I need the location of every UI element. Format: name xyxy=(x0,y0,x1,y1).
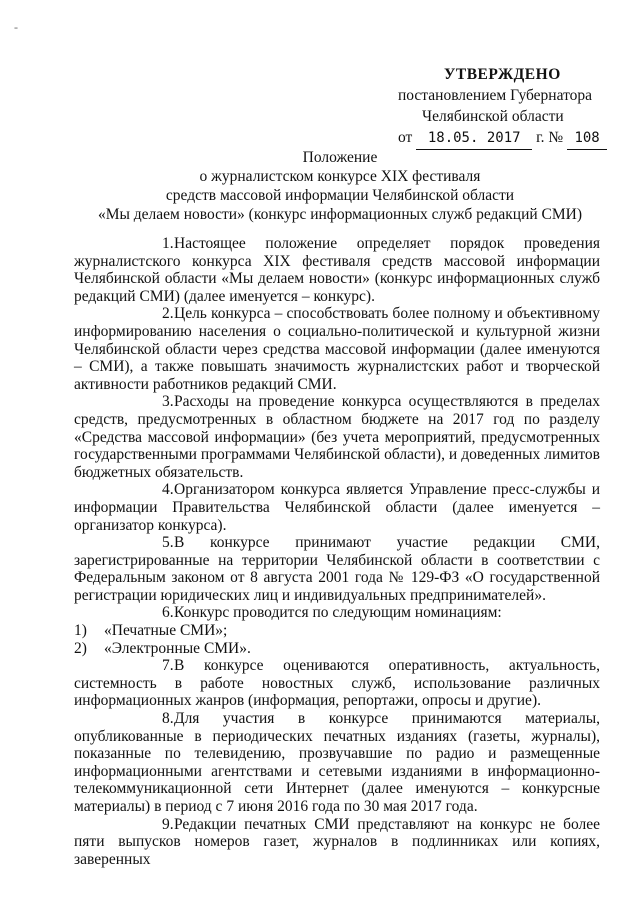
paragraph xyxy=(74,393,600,481)
approval-line-1: постановлением Губернатора xyxy=(398,87,593,104)
heading-line-3: средств массовой информации Челябинской области xyxy=(165,187,515,204)
nomination-item xyxy=(74,640,600,658)
paragraph-text: Организатором конкурса является Управление пресс-службы и информации Правительства Челябинской области (далее именуется – организатор конкурса). xyxy=(74,481,600,534)
paragraph xyxy=(74,657,600,710)
paragraph-number: 5. xyxy=(162,534,174,552)
nomination-number: 2) xyxy=(74,639,87,657)
paragraph-number: 7. xyxy=(162,657,174,675)
paragraph xyxy=(74,481,600,534)
nomination-number: 1) xyxy=(74,622,87,640)
margin-mark: - xyxy=(14,20,18,34)
paragraph-text: Настоящее положение определяет порядок проведения журналистского конкурса XIX фестиваля средств массовой информации Челябинской области «Мы делаем новости» (конкурс информационных служб редакций СМИ) (далее именуется – конкурс). xyxy=(74,235,600,305)
paragraph-number: 3. xyxy=(162,393,174,411)
paragraph-number: 1. xyxy=(162,235,174,252)
approval-title: УТВЕРЖДЕНО xyxy=(444,66,561,83)
paragraph-text: Конкурс проводится по следующим номинациям: xyxy=(174,604,502,622)
paragraph xyxy=(74,604,600,622)
paragraph xyxy=(74,816,600,869)
approval-number: 108 xyxy=(567,128,607,150)
paragraph xyxy=(74,305,600,393)
paragraph-text: Редакции печатных СМИ представляют на конкурс не более пяти выпусков номеров газет, журналов в подлинниках или копиях, заверенных xyxy=(74,815,600,868)
paragraph xyxy=(74,534,600,604)
paragraph-text: Цель конкурса – способствовать более полному и объективному информированию населения о социально-политической и культурной жизни Челябинской области через средства массовой информации (далее именуются – СМИ), а также повышать значимость журналистских работ и творческой активности работников редакций СМИ. xyxy=(74,305,600,393)
paragraph-number: 8. xyxy=(162,710,174,728)
approval-date: 18.05. 2017 xyxy=(416,128,532,150)
paragraph-number: 2. xyxy=(162,305,174,323)
paragraph-text: В конкурсе принимают участие редакции СМИ, зарегистрированные на территории Челябинской области в соответствии с Федеральным законом от 8 августа 2001 года № 129-ФЗ «О государственной регистрации юридических лиц и индивидуальных предпринимателей». xyxy=(74,534,600,604)
paragraph-text: Расходы на проведение конкурса осуществляются в пределах средств, предусмотренных в областном бюджете на 2017 год по разделу «Средства массовой информации» (без учета мероприятий, предусмотренных государственными программами Челябинской области), и доведенных лимитов бюджетных обязательств. xyxy=(74,393,600,481)
paragraph xyxy=(74,235,600,305)
paragraph-text: Для участия в конкурсе принимаются материалы, опубликованные в периодических печатных изданиях (газеты, журналы), показанные по телевидению, прозвучавшие по радио и размещенные информационными агентствами и сетевыми изданиями в информационно-телекоммуникационной сети Интернет (далее именуются – конкурсные материалы) в период с 7 июня 2016 года по 30 мая 2017 года. xyxy=(74,710,600,815)
paragraph xyxy=(74,710,600,816)
heading-line-4: «Мы делаем новости» (конкурс информационных служб редакций СМИ) xyxy=(97,206,583,223)
paragraph-number: 6. xyxy=(162,604,174,622)
heading-line-2: о журналистском конкурсе XIX фестиваля xyxy=(199,168,481,185)
paragraph-number: 9. xyxy=(162,815,174,833)
heading-line-1: Положение xyxy=(302,149,378,166)
approval-line-2: Челябинской области xyxy=(422,108,564,125)
paragraph-number: 4. xyxy=(162,481,174,499)
date-prefix: от xyxy=(398,129,413,146)
approval-date-row xyxy=(398,127,628,150)
document-body xyxy=(74,235,600,868)
paragraph-text: В конкурсе оцениваются оперативность, актуальность, системность в работе новостных служб, использование различных информационных жанров (информация, репортажи, опросы и другие). xyxy=(74,657,600,710)
approval-block xyxy=(398,64,628,150)
nomination-item xyxy=(74,622,600,640)
nomination-text: «Электронные СМИ». xyxy=(104,639,251,657)
nomination-text: «Печатные СМИ»; xyxy=(104,622,228,640)
date-suffix: г. № xyxy=(536,129,564,146)
document-heading xyxy=(70,148,610,224)
